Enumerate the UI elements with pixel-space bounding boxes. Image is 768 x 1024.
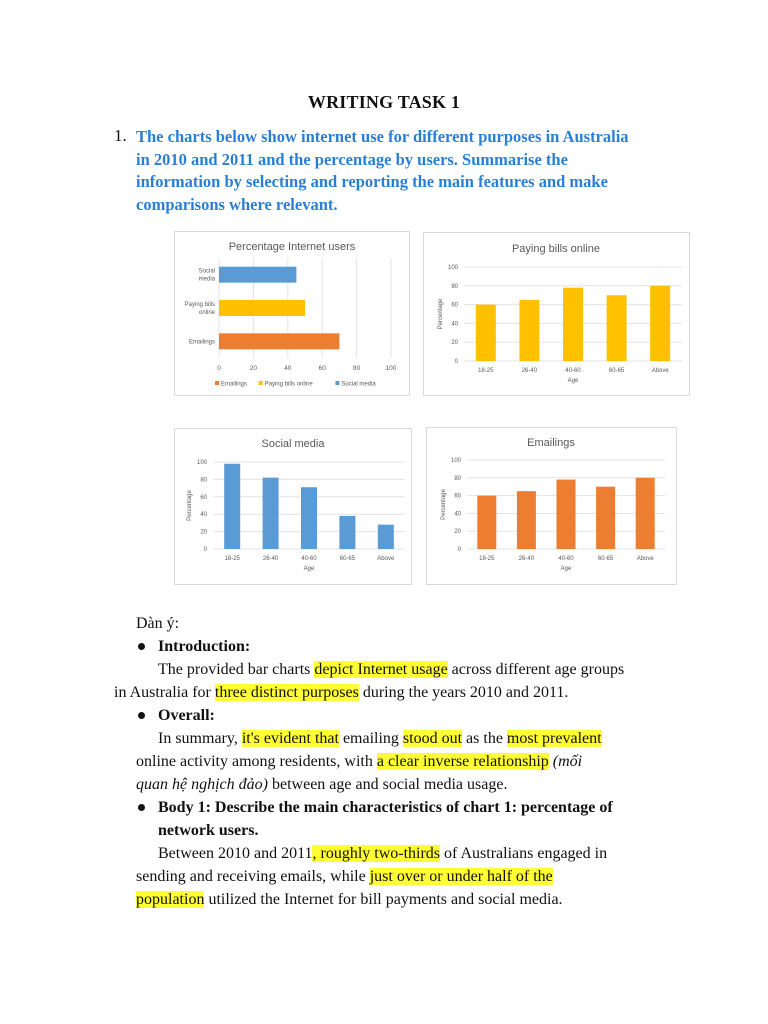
y-axis-label: Percentage xyxy=(187,490,193,521)
highlighted-phrase: population xyxy=(136,891,205,908)
bar xyxy=(219,333,339,349)
chart-social-media xyxy=(174,428,412,585)
x-tick-label: Above xyxy=(636,556,654,562)
text-run: emailing xyxy=(338,730,403,747)
y-tick-label: 60 xyxy=(200,494,207,501)
x-tick-label: 26-40 xyxy=(518,556,535,562)
x-axis-label: Age xyxy=(567,378,579,384)
x-tick-label: Above xyxy=(651,368,669,374)
bar xyxy=(557,480,576,549)
overall-text xyxy=(114,727,696,750)
y-tick-label: 0 xyxy=(457,547,461,553)
y-tick-label: 20 xyxy=(451,340,458,347)
bar xyxy=(636,478,655,549)
x-tick-label: 18-25 xyxy=(479,556,495,562)
prompt-line: information by selecting and reporting the main features and make xyxy=(136,172,608,191)
legend-label: Social media xyxy=(341,381,376,388)
x-tick-label: 60-65 xyxy=(339,556,356,562)
introduction-text-cont xyxy=(114,681,696,704)
legend-swatch xyxy=(335,381,339,385)
y-tick-label: 60 xyxy=(454,493,461,500)
x-tick-label: 26-40 xyxy=(521,368,538,374)
y-axis-label: Percentage xyxy=(438,298,444,330)
text-run: across different age groups xyxy=(447,661,625,678)
legend-swatch xyxy=(259,381,263,385)
text-run: as the xyxy=(462,730,507,747)
legend-label: Paying bills online xyxy=(264,381,313,388)
x-tick-label: 40-60 xyxy=(558,556,574,562)
x-tick-label: 18-25 xyxy=(478,368,494,374)
bar xyxy=(563,288,583,361)
x-tick-label: Above xyxy=(377,556,395,562)
bar xyxy=(301,487,317,549)
bar xyxy=(219,300,305,316)
vietnamese-gloss: quan hệ nghịch đảo) xyxy=(136,776,268,793)
highlighted-phrase: three distinct purposes xyxy=(214,684,359,701)
highlighted-phrase: most prevalent xyxy=(506,730,602,747)
highlighted-phrase: stood out xyxy=(402,730,463,747)
prompt-line: in 2010 and 2011 and the percentage by users. Summarise the xyxy=(136,149,568,169)
bar xyxy=(224,464,240,549)
category-label: media xyxy=(198,276,215,283)
x-tick-label: 40 xyxy=(284,365,292,372)
legend-label: Emailings xyxy=(221,381,248,388)
y-tick-label: 80 xyxy=(454,475,461,482)
bar xyxy=(596,487,615,549)
introduction-label: Introduction: xyxy=(136,635,696,658)
outline-heading: Dàn ý: xyxy=(136,615,180,632)
chart-emailings-svg xyxy=(427,428,676,584)
x-tick-label: 80 xyxy=(352,365,361,372)
x-tick-label: 0 xyxy=(217,365,221,372)
bar xyxy=(607,295,627,361)
text-run: Between 2010 and 2011 xyxy=(158,845,313,862)
x-tick-label: 60-65 xyxy=(597,556,614,562)
highlighted-phrase: it's evident that xyxy=(241,730,339,747)
text-run: sending and receiving emails, while xyxy=(136,868,370,885)
highlighted-phrase: just over or under half of the xyxy=(369,868,553,885)
y-tick-label: 40 xyxy=(454,511,461,518)
y-axis-label: Percentage xyxy=(441,489,447,520)
x-axis-label: Age xyxy=(560,566,572,572)
body1-text-cont xyxy=(136,865,696,888)
category-label: Emailings xyxy=(188,339,215,346)
chart-title: Social media xyxy=(261,438,325,450)
bar xyxy=(517,491,536,549)
text-run: The provided bar charts xyxy=(158,661,315,678)
bar xyxy=(477,496,496,549)
highlighted-phrase: a clear inverse relationship xyxy=(376,753,549,770)
y-tick-label: 100 xyxy=(196,460,207,466)
y-tick-label: 100 xyxy=(447,265,458,271)
prompt-line: The charts below show internet use for different purposes in Australia xyxy=(136,127,629,146)
category-label: Paying bills xyxy=(184,302,215,308)
chart-title: Emailings xyxy=(527,437,575,449)
body1-text xyxy=(136,842,696,865)
y-tick-label: 0 xyxy=(203,547,207,553)
text-run: online activity among residents, with xyxy=(136,753,377,770)
introduction-text xyxy=(136,658,696,681)
y-tick-label: 20 xyxy=(454,529,461,536)
category-label: Social xyxy=(198,268,215,275)
y-tick-label: 60 xyxy=(451,302,458,309)
y-tick-label: 40 xyxy=(200,512,207,519)
body1-text-cont2 xyxy=(136,888,696,911)
overall-label: Overall: xyxy=(136,704,696,727)
page-title: WRITING TASK 1 xyxy=(307,92,461,112)
bar xyxy=(339,516,355,549)
bar xyxy=(219,267,296,283)
task-prompt xyxy=(136,126,656,216)
x-axis-label: Age xyxy=(303,566,315,572)
x-tick-label: 100 xyxy=(385,365,397,372)
x-tick-label: 40-60 xyxy=(565,368,581,374)
bar xyxy=(476,305,496,361)
legend-swatch xyxy=(215,381,219,385)
bar xyxy=(378,525,394,549)
body1-label: Body 1: Describe the main characteristics of chart 1: percentage of xyxy=(136,796,696,819)
chart-paying-bills-svg xyxy=(424,233,689,395)
vietnamese-gloss: (mối xyxy=(552,753,583,770)
highlighted-phrase: , roughly two-thirds xyxy=(312,845,441,862)
text-run: between age and social media usage. xyxy=(267,776,508,793)
task-number: 1. xyxy=(114,126,127,145)
y-tick-label: 80 xyxy=(451,283,458,290)
overall-text-cont xyxy=(136,750,696,773)
bar xyxy=(519,300,539,361)
highlighted-phrase: depict Internet usage xyxy=(314,661,448,678)
y-tick-label: 80 xyxy=(200,477,207,484)
chart-title: Percentage Internet users xyxy=(228,241,356,253)
y-tick-label: 0 xyxy=(454,359,458,365)
chart-title: Paying bills online xyxy=(511,243,601,255)
x-tick-label: 60-65 xyxy=(608,368,625,374)
chart-paying-bills xyxy=(423,232,690,396)
x-tick-label: 40-60 xyxy=(301,556,317,562)
y-tick-label: 40 xyxy=(451,321,458,328)
chart-emailings xyxy=(426,427,677,585)
category-label: online xyxy=(198,310,215,316)
chart-internet-users xyxy=(174,231,410,396)
chart-internet-users-svg xyxy=(175,232,409,395)
text-run: during the years 2010 and 2011. xyxy=(358,684,569,701)
x-tick-label: 20 xyxy=(249,365,258,372)
bar xyxy=(650,286,670,361)
text-run: In summary, xyxy=(158,730,242,747)
y-tick-label: 20 xyxy=(200,529,207,536)
text-run: in Australia for xyxy=(114,684,215,701)
essay-outline xyxy=(114,612,696,911)
x-tick-label: 18-25 xyxy=(224,556,240,562)
text-run: of Australians engaged in xyxy=(440,845,608,862)
overall-text-cont2 xyxy=(136,773,696,796)
prompt-line: comparisons where relevant. xyxy=(136,194,338,214)
text-run: utilized the Internet for bill payments and social media. xyxy=(204,891,563,908)
x-tick-label: 26-40 xyxy=(262,556,279,562)
y-tick-label: 100 xyxy=(450,458,461,464)
chart-social-media-svg xyxy=(175,429,411,584)
x-tick-label: 60 xyxy=(318,365,326,372)
bar xyxy=(263,478,279,549)
body1-label-cont: network users. xyxy=(158,822,259,839)
